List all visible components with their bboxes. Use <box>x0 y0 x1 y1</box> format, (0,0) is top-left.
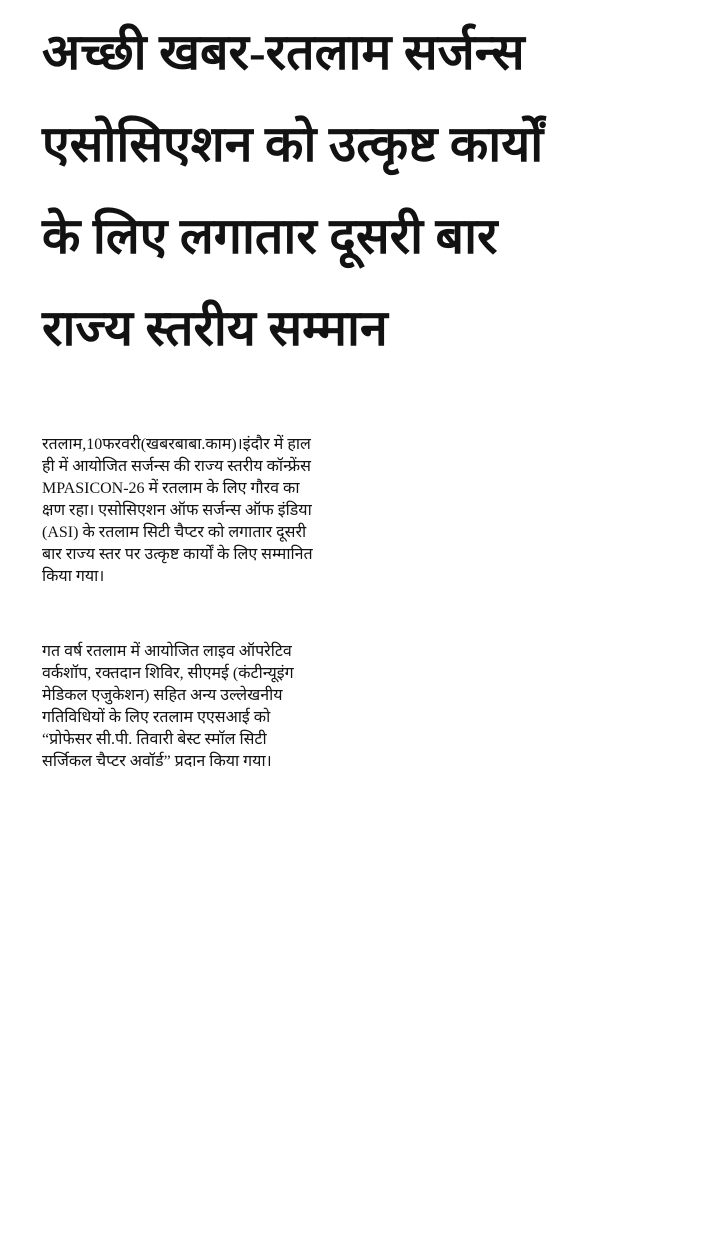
headline-line: के लिए लगातार दूसरी बार <box>42 208 498 264</box>
text-line: मेडिकल एजुकेशन) सहित अन्य उल्लेखनीय <box>42 687 283 704</box>
text-line: किया गया। <box>42 568 105 585</box>
text-line: गत वर्ष रतलाम में आयोजित लाइव ऑपरेटिव <box>42 643 292 660</box>
text-line: (ASI) के रतलाम सिटी चैप्टर को लगातार दूसरी <box>42 524 307 541</box>
headline-line: अच्छी खबर-रतलाम सर्जन्स <box>42 24 525 80</box>
text-line: सर्जिकल चैप्टर अवॉर्ड” प्रदान किया गया। <box>42 753 272 770</box>
text-line: MPASICON-26 में रतलाम के लिए गौरव का <box>42 480 300 497</box>
headline-line: राज्य स्तरीय सम्मान <box>42 300 388 356</box>
text-line: क्षण रहा। एसोसिएशन ऑफ सर्जन्स ऑफ इंडिया <box>42 502 312 519</box>
text-line: ही में आयोजित सर्जन्स की राज्य स्तरीय कॉन्फ्रेंस <box>42 458 311 475</box>
text-line: गतिविधियों के लिए रतलाम एएसआई को <box>42 709 271 726</box>
text-line: रतलाम,10फरवरी(खबरबाबा.काम)।इंदौर में हाल <box>42 436 311 453</box>
article-headline <box>42 6 690 374</box>
headline-line: एसोसिएशन को उत्कृष्ट कार्यों <box>42 116 544 172</box>
text-line: “प्रोफेसर सी.पी. तिवारी बेस्ट स्मॉल सिटी <box>42 731 267 748</box>
text-line: वर्कशॉप, रक्तदान शिविर, सीएमई (कंटीन्यूइंग <box>42 665 294 682</box>
text-line: बार राज्य स्तर पर उत्कृष्ट कार्यों के लिए सम्मानित <box>42 546 313 563</box>
